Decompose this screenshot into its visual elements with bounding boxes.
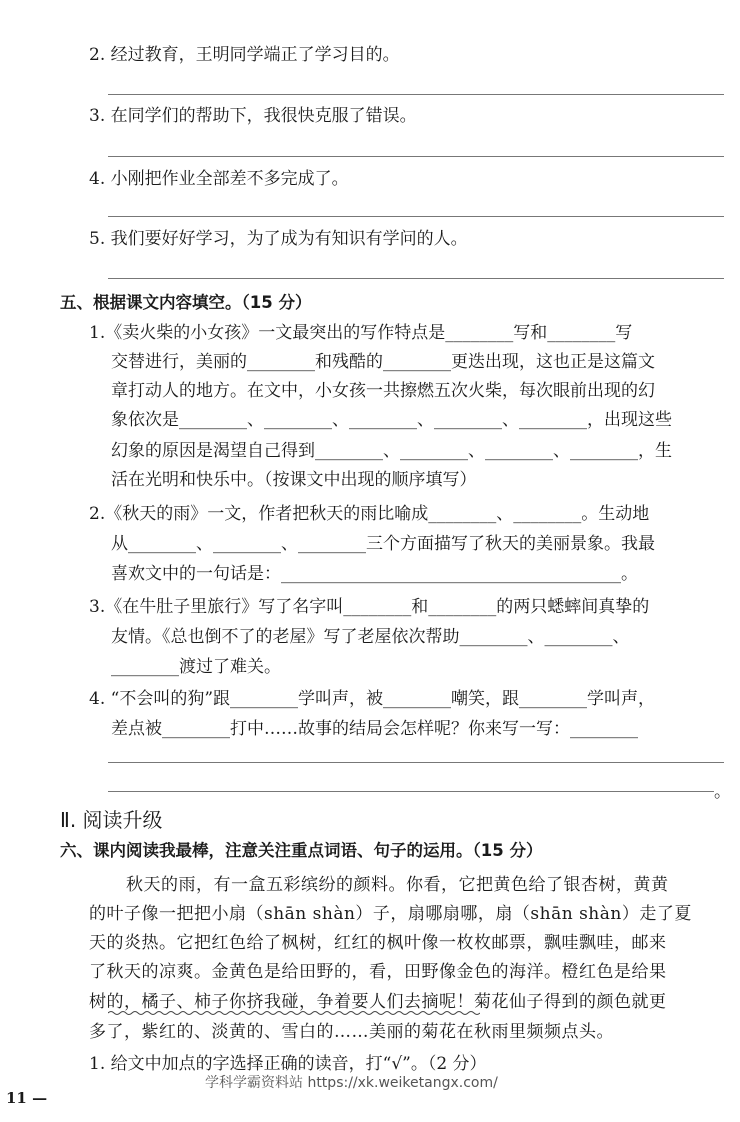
answer-line-2[interactable] [108,94,724,95]
s5-line-12: ________渡过了难关。 [111,657,281,677]
passage-line-3: 天的炎热。它把红色给了枫树，红红的枫叶像一枚枚邮票，飘哇飘哇，邮来 [89,933,667,953]
s5-line-14: 差点被________打中……故事的结局会怎样呢？你来写一写：________ [111,719,638,739]
passage-line-5: 树的，橘子、柿子你挤我碰，争着要人们去摘呢！菊花仙子得到的颜色就更 [89,992,667,1012]
answer-line-5[interactable] [108,278,724,279]
s5-line-13: 4. “不会叫的狗”跟________学叫声，被________嘲笑，跟________学叫声， [89,689,656,709]
s5-line-2: 交替进行，美丽的________和残酷的________更迭出现，这也正是这篇文 [111,352,655,372]
passage-line-2: 的叶子像一把把小扇（shān shàn）子，扇哪扇哪，扇（shān shàn）走了夏 [89,904,692,924]
s5-line-7: 2.《秋天的雨》一文，作者把秋天的雨比喻成________、________。生动地 [89,504,650,524]
passage-line-1: 秋天的雨，有一盒五彩缤纷的颜料。你看，它把黄色给了银杏树，黄黄 [126,875,669,895]
s5-line-4: 象依次是________、________、________、________、________，出现这些 [111,410,672,430]
wavy-underline [108,1010,480,1016]
passage-line-6: 多了，紫红的、淡黄的、雪白的……美丽的菊花在秋雨里频频点头。 [89,1022,614,1042]
rewrite-item-2: 2. 经过教育，王明同学端正了学习目的。 [89,45,400,65]
s5-line-15: 。 [714,782,731,802]
watermark: 学科学霸资料站 https://xk.weiketangx.com/ [205,1075,498,1091]
s5-line-3: 章打动人的地方。在文中，小女孩一共擦燃五次火柴，每次眼前出现的幻 [111,381,655,401]
rewrite-item-3: 3. 在同学们的帮助下，我很快克服了错误。 [89,106,417,126]
s5-line-10: 3.《在牛肚子里旅行》写了名字叫________和________的两只蟋蟀间真挚的 [89,597,650,617]
passage-line-4: 了秋天的凉爽。金黄色是给田野的，看，田野像金色的海洋。橙红色是给果 [89,962,667,982]
s5-line-6: 活在光明和快乐中。（按课文中出现的顺序填写） [111,470,477,490]
part2-title: Ⅱ. 阅读升级 [60,808,163,832]
s5-line-9: 喜欢文中的一句话是：________________________________________。 [111,564,638,584]
section5-title: 五、根据课文内容填空。（15 分） [60,293,312,312]
section6-title: 六、课内阅读我最棒，注意关注重点词语、句子的运用。（15 分） [60,841,543,860]
page-number: 11 — [6,1089,48,1107]
reading-question-1: 1. 给文中加点的字选择正确的读音，打“√”。（2 分） [89,1054,487,1074]
s5-line-11: 友情。《总也倒不了的老屋》写了老屋依次帮助________、________、 [111,627,630,647]
s5-line-5: 幻象的原因是渴望自己得到________、________、________、________，生 [111,441,672,461]
rewrite-item-5: 5. 我们要好好学习，为了成为有知识有学问的人。 [89,229,468,249]
answer-line-s5-q4b[interactable] [108,791,714,792]
rewrite-item-4: 4. 小刚把作业全部差不多完成了。 [89,169,349,189]
answer-line-4[interactable] [108,216,724,217]
s5-line-8: 从________、________、________三个方面描写了秋天的美丽景象。我最 [111,534,655,554]
answer-line-s5-q4a[interactable] [108,762,724,763]
answer-line-3[interactable] [108,156,724,157]
s5-line-1: 1.《卖火柴的小女孩》一文最突出的写作特点是________写和________写 [89,323,633,343]
